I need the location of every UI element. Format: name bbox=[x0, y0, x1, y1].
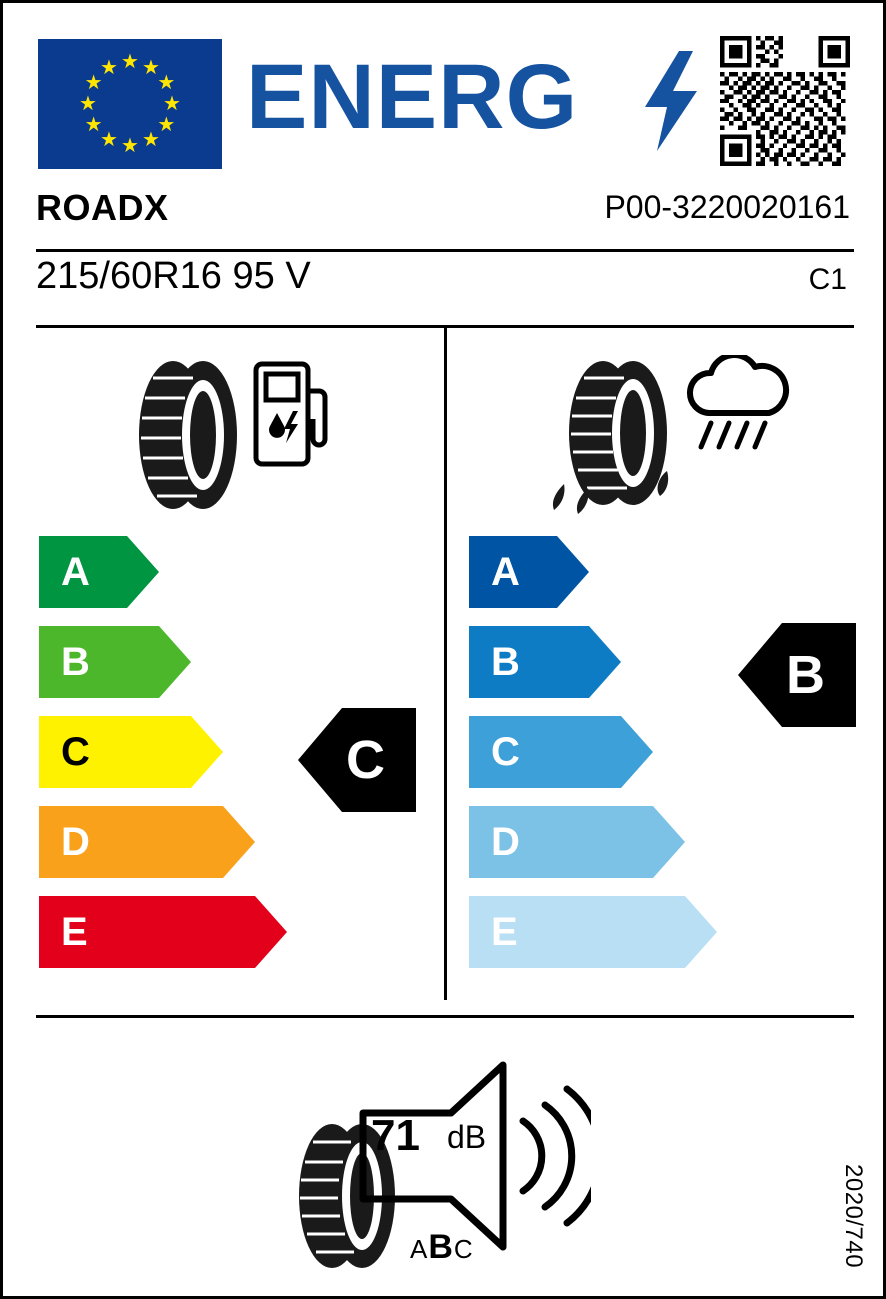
fuel-grade-a bbox=[39, 536, 159, 608]
fuel-grade-label: B bbox=[61, 640, 90, 684]
eu-star: ★ bbox=[142, 129, 160, 152]
fuel-grade-scale bbox=[39, 536, 327, 986]
product-code: P00-3220020161 bbox=[604, 189, 850, 225]
fuel-grade-b bbox=[39, 626, 191, 698]
eu-star: ★ bbox=[84, 114, 103, 136]
noise-class-b: B bbox=[428, 1228, 454, 1266]
brand-name: ROADX bbox=[36, 187, 169, 228]
noise-class-c: C bbox=[453, 1234, 474, 1264]
noise-value: 71 bbox=[371, 1111, 420, 1160]
wet-grade-label: D bbox=[491, 820, 520, 864]
wet-grade-label: E bbox=[491, 910, 518, 954]
fuel-grade-label: C bbox=[61, 730, 90, 774]
eu-star: ★ bbox=[163, 93, 181, 115]
eu-star: ★ bbox=[157, 114, 176, 136]
regulation-version: 2020/740 bbox=[840, 1163, 867, 1268]
page-title: ENERG bbox=[246, 46, 579, 148]
tyre-class: C1 bbox=[808, 263, 847, 296]
wet-grade-e bbox=[469, 896, 717, 968]
fuel-grade-label: A bbox=[61, 550, 90, 594]
qr-code-icon bbox=[720, 36, 850, 166]
divider-vertical bbox=[444, 328, 447, 1000]
wet-grade-scale bbox=[469, 536, 757, 986]
fuel-grade-label: E bbox=[61, 910, 88, 954]
wet-grade-d bbox=[469, 806, 685, 878]
wet-grade-c bbox=[469, 716, 653, 788]
fuel-result-label: C bbox=[346, 730, 385, 790]
divider-noise bbox=[36, 1015, 854, 1018]
eu-star: ★ bbox=[100, 56, 118, 79]
eu-star: ★ bbox=[157, 72, 176, 94]
wet-grade-label: A bbox=[491, 550, 520, 594]
wet-grade-b bbox=[469, 626, 621, 698]
eu-flag-icon bbox=[38, 39, 222, 169]
eu-star: ★ bbox=[79, 93, 97, 115]
noise-unit: dB bbox=[447, 1119, 487, 1155]
brand-row bbox=[3, 181, 883, 249]
lightning-bolt-icon bbox=[641, 51, 701, 151]
eu-star: ★ bbox=[142, 56, 160, 79]
label-header bbox=[3, 3, 883, 181]
fuel-grade-d bbox=[39, 806, 255, 878]
fuel-grade-e bbox=[39, 896, 287, 968]
noise-class-scale bbox=[410, 1228, 474, 1267]
fuel-grade-label: D bbox=[61, 820, 90, 864]
eu-star: ★ bbox=[84, 72, 103, 94]
fuel-result-marker bbox=[298, 708, 416, 812]
rain-cloud-icon bbox=[681, 355, 791, 470]
wet-grade-label: C bbox=[491, 730, 520, 774]
tyre-size: 215/60R16 95 V bbox=[36, 255, 311, 297]
noise-class-a: A bbox=[410, 1234, 429, 1264]
wet-grade-a bbox=[469, 536, 589, 608]
fuel-grade-c bbox=[39, 716, 223, 788]
eu-star: ★ bbox=[121, 51, 139, 73]
size-row bbox=[3, 251, 883, 317]
wet-result-marker bbox=[738, 623, 856, 727]
tyre-icon bbox=[131, 358, 246, 513]
tyre-splash-icon bbox=[548, 358, 683, 518]
fuel-pump-icon bbox=[253, 361, 329, 469]
eu-star: ★ bbox=[121, 135, 139, 157]
wet-grade-label: B bbox=[491, 640, 520, 684]
eu-star: ★ bbox=[100, 129, 118, 152]
wet-result-label: B bbox=[786, 645, 825, 705]
